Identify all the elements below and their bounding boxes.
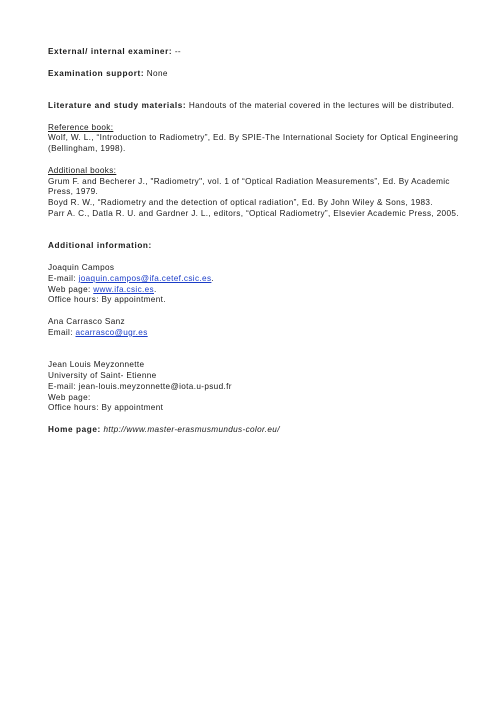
contact-web-line: Web page: www.ifa.csic.es.	[48, 284, 157, 294]
additional-book-item: Boyd R. W., “Radiometry and the detection of optical radiation”, Ed. By John Wiley & Sons, 1983.	[48, 198, 433, 208]
homepage-label: Home page:	[48, 424, 101, 434]
reference-item: Wolf, W. L., “Introduction to Radiometry”, Ed. By SPIE-The International Society for Optical Engineering (Bellingham, 1998).	[48, 133, 459, 154]
contact-email-line: E-mail: joaquin.campos@ifa.cetef.csic.es.	[48, 273, 215, 283]
contact-office-hours: Office hours: By appointment.	[48, 295, 166, 305]
homepage-url[interactable]: http://www.master-erasmusmundus-color.eu/	[103, 424, 280, 434]
contact-name: Joaquin Campos	[48, 262, 115, 272]
literature-label: Literature and study materials:	[48, 100, 187, 110]
additional-books-heading: Additional books:	[48, 165, 117, 175]
examiner-label: External/ internal examiner:	[48, 47, 173, 56]
contact-office-hours: Office hours: By appointment	[48, 403, 164, 413]
additional-book-item: Grum F. and Becherer J., "Radiometry", vol. 1 of “Optical Radiation Measurements”, Ed. By Academic Press, 1979.	[48, 176, 450, 197]
homepage-line	[48, 425, 468, 436]
support-value: None	[144, 68, 168, 78]
additional-book-item: Parr A. C., Datla R. U. and Gardner J. L., editors, “Optical Radiometry”, Elsevier Academic Press, 2005.	[48, 208, 459, 218]
additional-info-heading: Additional information:	[48, 241, 152, 251]
examiner-value: --	[172, 47, 181, 56]
literature-paragraph	[48, 101, 468, 112]
examiner-line	[48, 47, 468, 58]
literature-value: Handouts of the material covered in the lectures will be distributed.	[186, 100, 455, 110]
contact-web-line: Web page:	[48, 392, 91, 402]
contact-university: University of Saint- Etienne	[48, 370, 157, 380]
contact-name: Jean Louis Meyzonnette	[48, 360, 145, 370]
email-link[interactable]: acarrasco@ugr.es	[75, 327, 148, 337]
contact-email-line: Email: acarrasco@ugr.es	[48, 327, 148, 337]
support-label: Examination support:	[48, 68, 145, 78]
support-line	[48, 69, 468, 80]
reference-heading: Reference book:	[48, 122, 114, 132]
document-body	[48, 47, 468, 436]
contact-name: Ana Carrasco Sanz	[48, 316, 125, 326]
web-link[interactable]: www.ifa.csic.es	[93, 284, 154, 294]
email-link[interactable]: joaquin.campos@ifa.cetef.csic.es	[78, 273, 212, 283]
contact-email-line: E-mail: jean-louis.meyzonnette@iota.u-psud.fr	[48, 381, 232, 391]
